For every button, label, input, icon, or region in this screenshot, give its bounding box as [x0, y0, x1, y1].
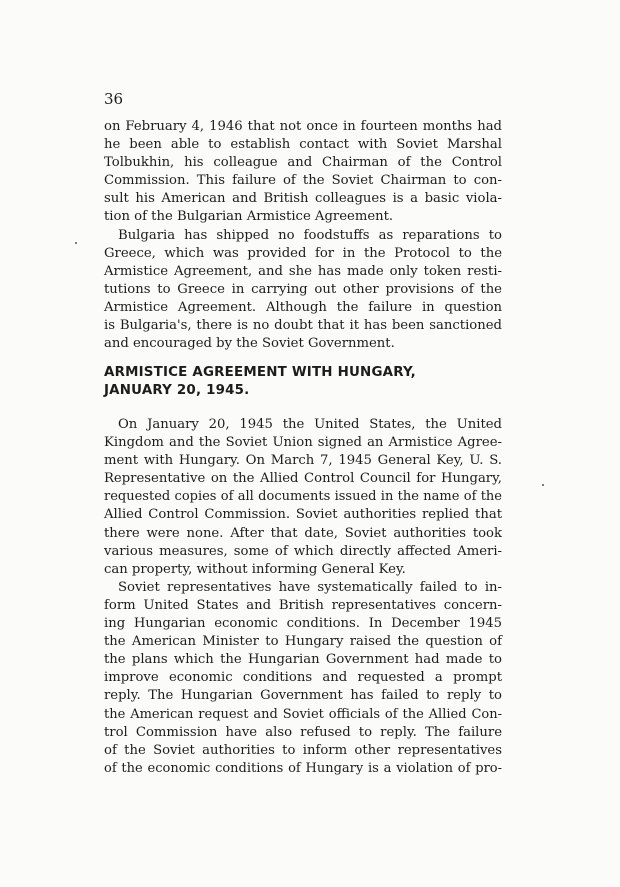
text-line: On January 20, 1945 the United States, the United — [118, 417, 502, 432]
text-line: Allied Control Commission. Soviet authorities replied that — [104, 507, 502, 523]
text-line: various measures, some of which directly affected Ameri- — [104, 543, 502, 559]
text-line: Representative on the Allied Control Council for Hungary, — [104, 471, 502, 487]
text-line: Soviet representatives have systematically failed to in- — [118, 579, 502, 595]
text-line: the plans which the Hungarian Government had made to — [104, 652, 502, 668]
text-line: there were none. After that date, Soviet authorities took — [104, 525, 502, 541]
scan-speck — [75, 242, 77, 244]
text-line: trol Commission have also refused to reply. The failure — [104, 724, 502, 740]
text-line: Greece, which was provided for in the Protocol to the — [104, 245, 502, 261]
text-line: ing Hungarian economic conditions. In December 1945 — [104, 616, 502, 632]
text-line: Tolbukhin, his colleague and Chairman of the Control — [104, 155, 502, 171]
text-line: form United States and British representatives concern- — [104, 597, 502, 613]
text-line: of the economic conditions of Hungary is a violation of pro- — [104, 760, 502, 776]
page-number: 36 — [104, 90, 124, 108]
text-line: tion of the Bulgarian Armistice Agreement. — [104, 209, 394, 225]
paragraph-block-bulgaria — [104, 118, 502, 353]
text-line: on February 4, 1946 that not once in fourteen months had — [104, 119, 502, 134]
text-line: improve economic conditions and requested a prompt — [104, 670, 502, 686]
text-line: reply. The Hungarian Government has failed to reply to — [104, 688, 502, 704]
text-line: Armistice Agreement, and she has made only token resti- — [104, 263, 502, 279]
text-line: Bulgaria has shipped no foodstuffs as reparations to — [118, 227, 502, 243]
text-line: can property, without informing General Key. — [104, 561, 406, 577]
scan-speck — [542, 484, 544, 486]
text-line: sult his American and British colleagues is a basic viola- — [104, 191, 502, 207]
text-line: ment with Hungary. On March 7, 1945 General Key, U. S. — [104, 453, 502, 469]
section-heading-line-2: JANUARY 20, 1945. — [104, 383, 250, 398]
text-line: the American Minister to Hungary raised the question of — [104, 634, 502, 650]
text-line: requested copies of all documents issued in the name of the — [104, 489, 502, 505]
section-heading-line-1: ARMISTICE AGREEMENT WITH HUNGARY, — [104, 365, 416, 380]
text-line: and encouraged by the Soviet Government. — [104, 336, 395, 352]
paragraph-block-hungary — [104, 416, 502, 778]
text-line: Armistice Agreement. Although the failure in question — [104, 299, 502, 315]
text-line: the American request and Soviet officials of the Allied Con- — [104, 706, 502, 722]
text-line: Commission. This failure of the Soviet Chairman to con- — [104, 173, 502, 189]
text-line: tutions to Greece in carrying out other provisions of the — [104, 281, 502, 297]
text-line: Kingdom and the Soviet Union signed an Armistice Agree- — [104, 435, 502, 451]
section-heading — [104, 364, 502, 400]
text-line: he been able to establish contact with Soviet Marshal — [104, 137, 502, 153]
text-line: is Bulgaria's, there is no doubt that it has been sanctioned — [104, 318, 502, 334]
text-line: of the Soviet authorities to inform other representatives — [104, 742, 502, 758]
